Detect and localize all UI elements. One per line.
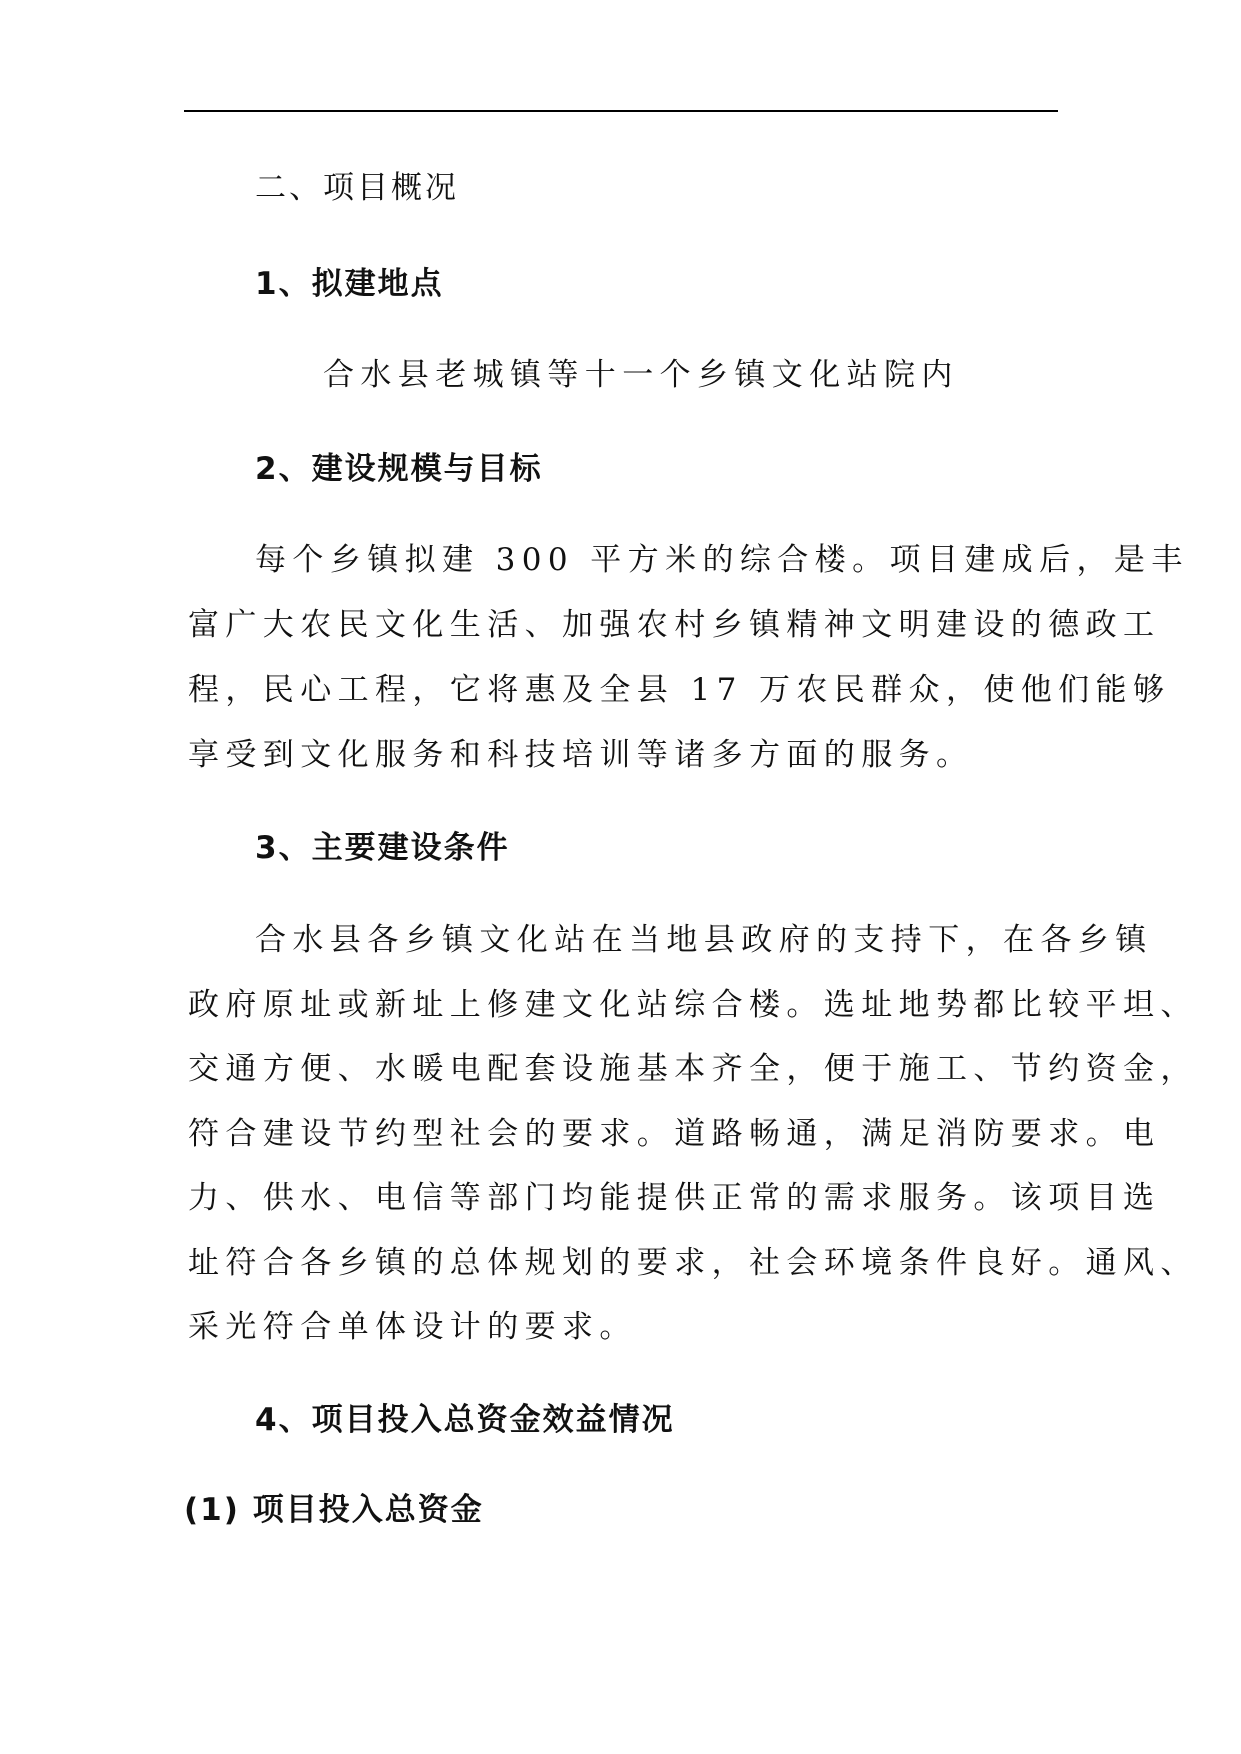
paragraph-conditions-line: 址符合各乡镇的总体规划的要求，社会环境条件良好。通风、 <box>188 1245 1198 1281</box>
heading-investment-benefits: 4、项目投入总资金效益情况 <box>255 1402 675 1438</box>
paragraph-conditions-line: 符合建设节约型社会的要求。道路畅通，满足消防要求。电 <box>188 1116 1161 1152</box>
section-title: 二、项目概况 <box>255 170 459 206</box>
paragraph-scale-line: 每个乡镇拟建 300 平方米的综合楼。项目建成后，是丰 <box>255 542 1189 578</box>
paragraph-conditions-line: 政府原址或新址上修建文化站综合楼。选址地势都比较平坦、 <box>188 987 1198 1023</box>
paragraph-conditions-line: 交通方便、水暖电配套设施基本齐全，便于施工、节约资金， <box>188 1051 1198 1087</box>
paragraph-conditions-line: 力、供水、电信等部门均能提供正常的需求服务。该项目选 <box>188 1180 1161 1216</box>
paragraph-scale-line: 富广大农民文化生活、加强农村乡镇精神文明建设的德政工 <box>188 607 1161 643</box>
paragraph-scale-line: 享受到文化服务和科技培训等诸多方面的服务。 <box>188 737 974 773</box>
heading-location: 1、拟建地点 <box>255 266 444 302</box>
heading-conditions: 3、主要建设条件 <box>255 830 510 866</box>
heading-scale-goals: 2、建设规模与目标 <box>255 451 543 487</box>
paragraph-scale-line: 程，民心工程，它将惠及全县 17 万农民群众，使他们能够 <box>188 672 1171 708</box>
heading-total-investment: (1) 项目投入总资金 <box>184 1492 484 1528</box>
paragraph-conditions-line: 采光符合单体设计的要求。 <box>188 1309 637 1345</box>
paragraph-location-line: 合水县老城镇等十一个乡镇文化站院内 <box>323 357 959 393</box>
header-rule <box>184 110 1058 112</box>
paragraph-conditions-line: 合水县各乡镇文化站在当地县政府的支持下，在各乡镇 <box>255 922 1153 958</box>
